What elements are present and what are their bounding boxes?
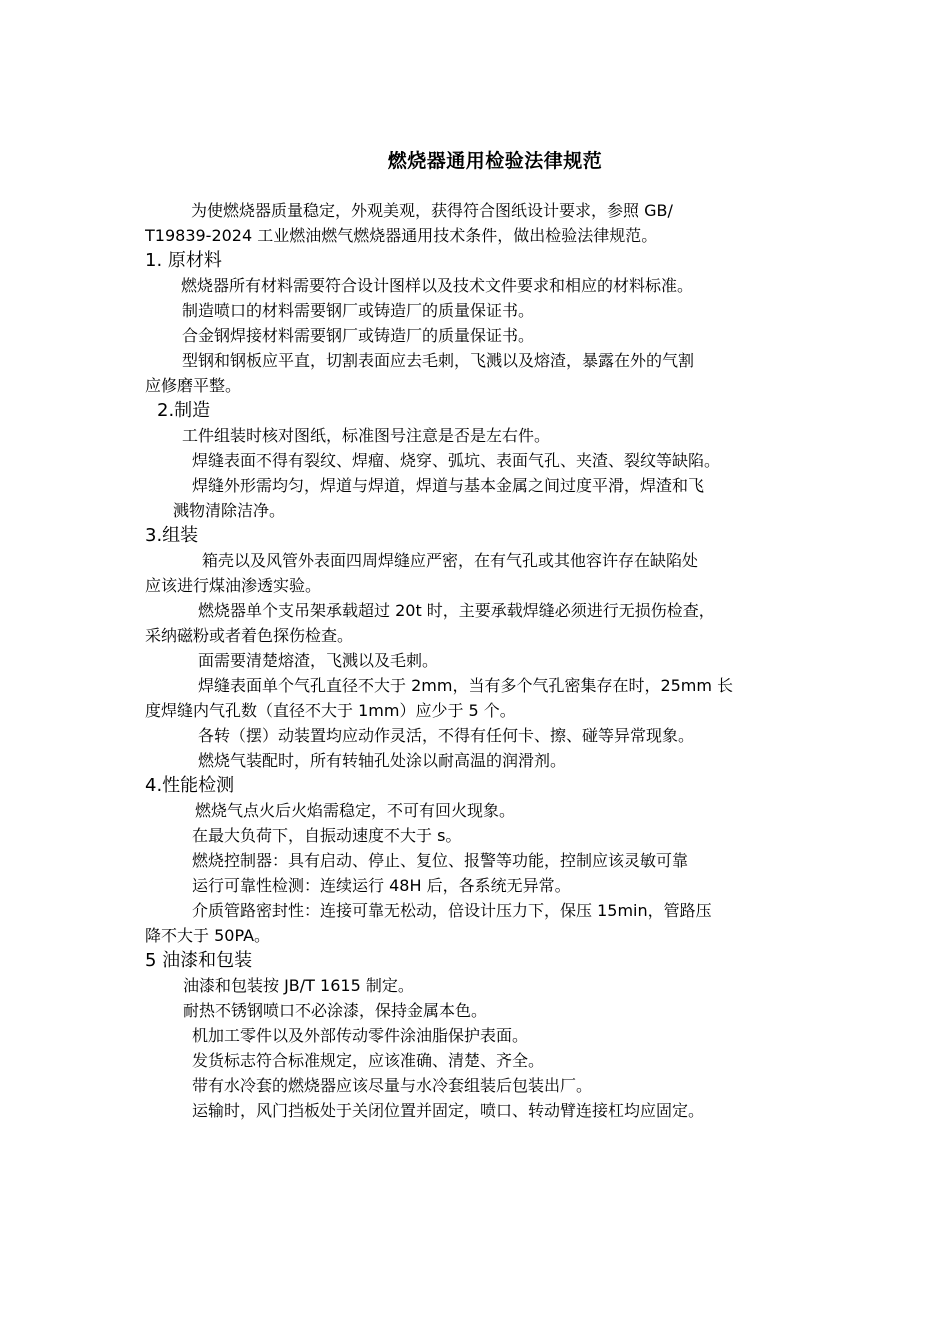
paragraph-line: 工件组装时核对图纸，标准图号注意是否是左右件。	[182, 426, 551, 445]
paragraph-line: 焊缝表面不得有裂纹、焊瘤、烧穿、弧坑、表面气孔、夹渣、裂纹等缺陷。	[192, 451, 721, 470]
paragraph-line: 介质管路密封性：连接可靠无松动，倍设计压力下，保压 15min，管路压	[192, 901, 712, 920]
paragraph-line: 燃烧气装配时，所有转轴孔处涂以耐高温的润滑剂。	[198, 751, 567, 770]
paragraph-line: 耐热不锈钢喷口不必涂漆，保持金属本色。	[183, 1001, 488, 1020]
paragraph-line: 带有水冷套的燃烧器应该尽量与水冷套组装后包装出厂。	[192, 1076, 593, 1095]
document-body	[145, 198, 820, 1123]
paragraph-line: 降不大于 50PA。	[145, 926, 271, 945]
intro-line: 为使燃烧器质量稳定，外观美观，获得符合图纸设计要求，参照 GB/	[191, 201, 673, 220]
paragraph-line: 运行可靠性检测：连续运行 48H 后，各系统无异常。	[192, 876, 571, 895]
paragraph-line: 度焊缝内气孔数（直径不大于 1mm）应少于 5 个。	[145, 701, 516, 720]
paragraph-line: 应修磨平整。	[145, 376, 242, 395]
paragraph-line: 在最大负荷下，自振动速度不大于 s。	[192, 826, 462, 845]
paragraph-line: 溅物清除洁净。	[173, 501, 286, 520]
paragraph-line: 焊缝表面单个气孔直径不大于 2mm，当有多个气孔密集存在时，25mm 长	[198, 676, 734, 695]
paragraph-line: 应该进行煤油渗透实验。	[145, 576, 322, 595]
paragraph-line: 各转（摆）动装置均应动作灵活，不得有任何卡、擦、碰等异常现象。	[198, 726, 695, 745]
section-heading: 1. 原材料	[145, 250, 222, 271]
section-heading: 3.组装	[145, 525, 199, 546]
paragraph-line: 油漆和包装按 JB/T 1615 制定。	[183, 976, 414, 995]
paragraph-line: 燃烧器单个支吊架承载超过 20t 时，主要承载焊缝必须进行无损伤检查，	[198, 601, 715, 620]
paragraph-line: 制造喷口的材料需要钢厂或铸造厂的质量保证书。	[182, 301, 535, 320]
paragraph-line: 机加工零件以及外部传动零件涂油脂保护表面。	[192, 1026, 529, 1045]
paragraph-line: 发货标志符合标准规定，应该准确、清楚、齐全。	[192, 1051, 545, 1070]
section-heading: 4.性能检测	[145, 775, 235, 796]
paragraph-line: 燃烧控制器：具有启动、停止、复位、报警等功能，控制应该灵敏可靠	[192, 851, 689, 870]
section-heading: 2.制造	[157, 400, 211, 421]
paragraph-line: 面需要清楚熔渣，飞溅以及毛刺。	[198, 651, 439, 670]
intro-line: T19839-2024 工业燃油燃气燃烧器通用技术条件，做出检验法律规范。	[145, 226, 658, 245]
paragraph-line: 燃烧气点火后火焰需稳定，不可有回火现象。	[195, 801, 516, 820]
paragraph-line: 型钢和钢板应平直，切割表面应去毛刺，飞溅以及熔渣，暴露在外的气割	[182, 351, 695, 370]
section-heading: 5 油漆和包装	[145, 950, 253, 971]
paragraph-line: 箱壳以及风管外表面四周焊缝应严密，在有气孔或其他容许存在缺陷处	[202, 551, 699, 570]
document-title: 燃烧器通用检验法律规范	[387, 150, 603, 172]
paragraph-line: 采纳磁粉或者着色探伤检查。	[145, 626, 354, 645]
paragraph-line: 燃烧器所有材料需要符合设计图样以及技术文件要求和相应的材料标准。	[181, 276, 694, 295]
paragraph-line: 焊缝外形需均匀，焊道与焊道，焊道与基本金属之间过度平滑，焊渣和飞	[192, 476, 705, 495]
paragraph-line: 合金钢焊接材料需要钢厂或铸造厂的质量保证书。	[182, 326, 535, 345]
paragraph-line: 运输时，风门挡板处于关闭位置并固定，喷口、转动臂连接杠均应固定。	[192, 1101, 705, 1120]
